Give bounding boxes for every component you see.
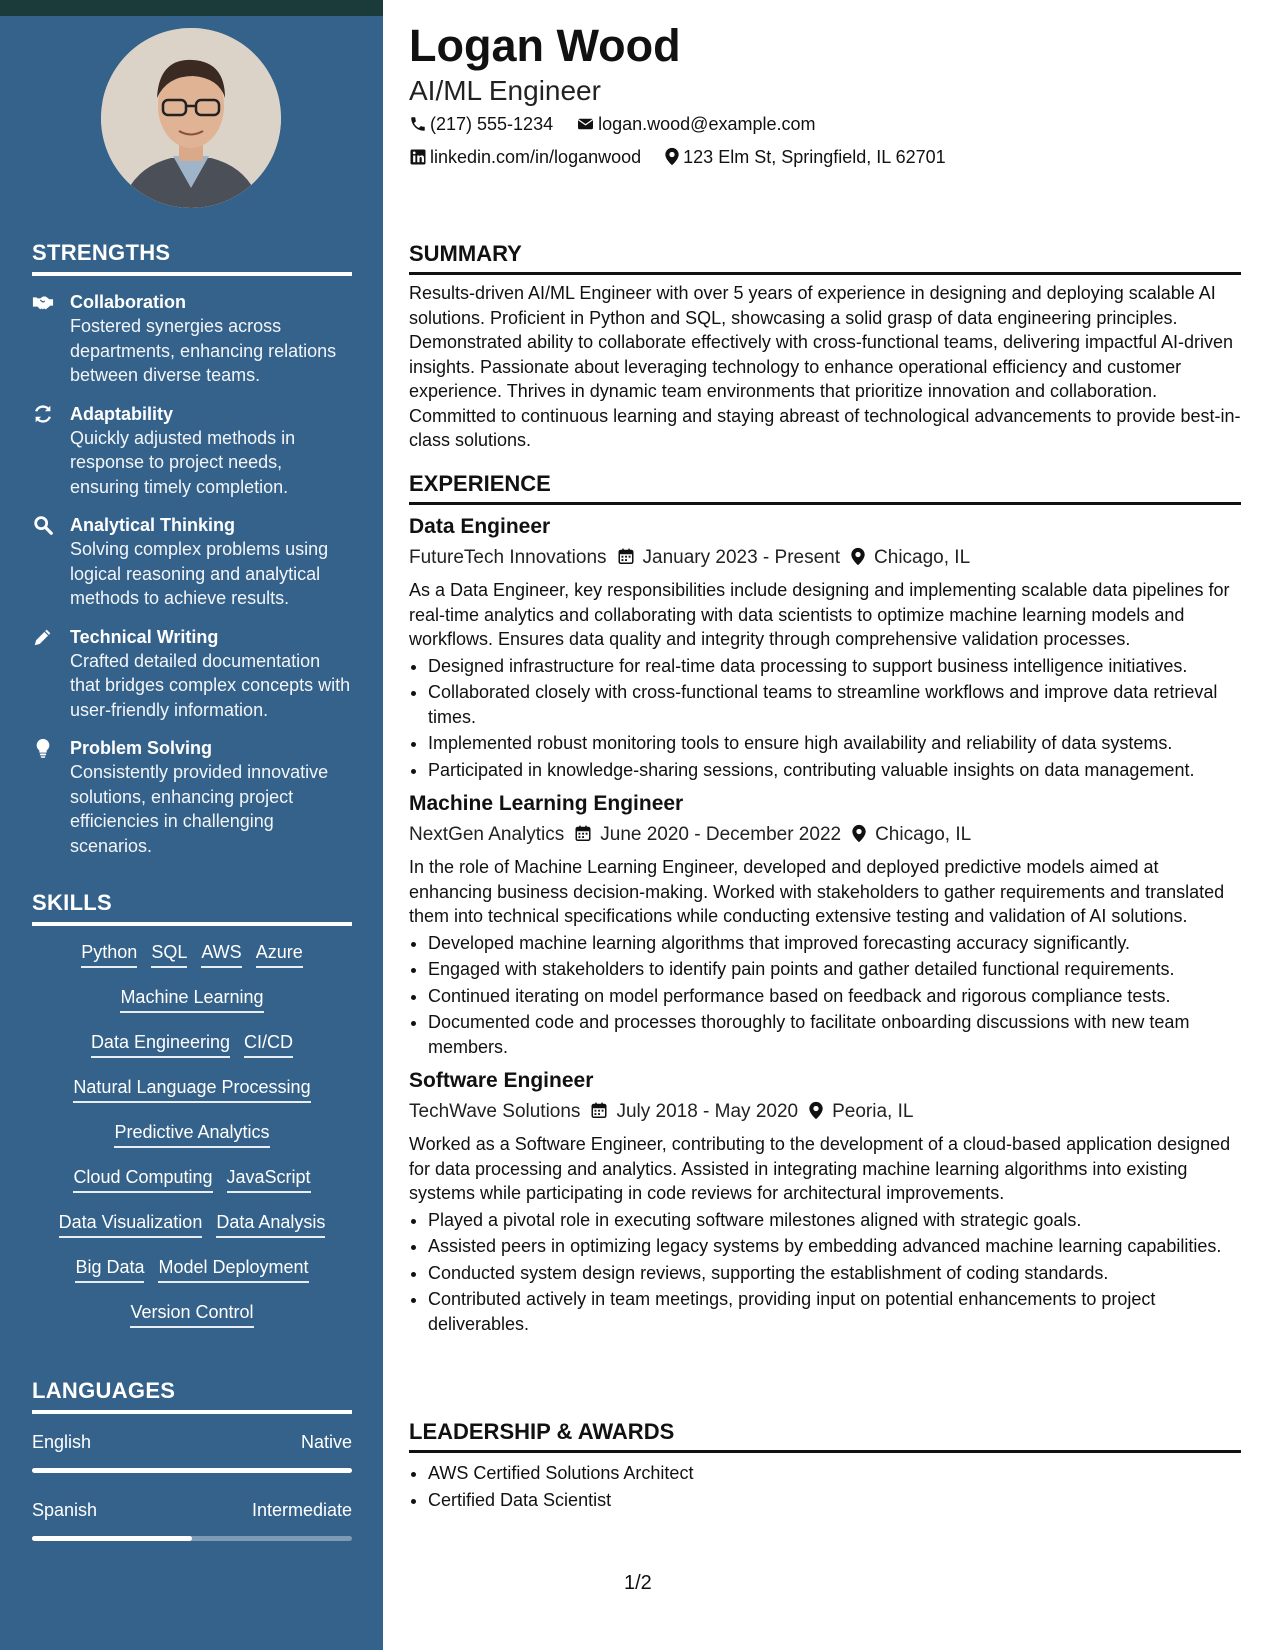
list-item: • Developed machine learning algorithms that improved forecasting accuracy significantly. — [428, 931, 1241, 956]
skill-tag: AWS — [201, 940, 241, 968]
language-name: Spanish — [32, 1500, 98, 1520]
job-dates-wrap — [574, 821, 841, 849]
calendar-icon — [590, 1101, 608, 1120]
sidebar — [0, 16, 383, 1650]
job-description: Worked as a Software Engineer, contributing to the development of a cloud-based application designed for data processing and analytics. Assisted in integrating machine learning algorithms into existing systems while participating in code reviews for architectural improvements. — [409, 1134, 1231, 1203]
job-dates: January 2023 - Present — [642, 547, 841, 568]
job-bullets — [409, 931, 1241, 1060]
languages-heading: LANGUAGES — [32, 1378, 352, 1414]
strength-description: Solving complex problems using logical reasoning and analytical methods to achieve results. — [70, 539, 329, 608]
job-meta — [409, 821, 1241, 849]
contact-row-2 — [409, 145, 964, 169]
job-dates: June 2020 - December 2022 — [600, 824, 842, 845]
job-company: FutureTech Innovations — [409, 547, 607, 568]
job-location-wrap — [808, 1098, 913, 1126]
refresh-icon — [32, 403, 54, 425]
skill-row — [32, 1294, 352, 1339]
job-entry — [409, 513, 1241, 782]
skill-row — [32, 1069, 352, 1114]
avatar — [101, 28, 281, 208]
linkedin-contact[interactable] — [409, 145, 641, 169]
strengths-list — [32, 290, 352, 858]
list-item: • Played a pivotal role in executing software milestones aligned with strategic goals. — [428, 1208, 1241, 1233]
skill-tag: Big Data — [75, 1255, 144, 1283]
skill-row — [32, 934, 352, 979]
skill-tag: Cloud Computing — [73, 1165, 212, 1193]
strengths-heading: STRENGTHS — [32, 240, 352, 276]
job-company: TechWave Solutions — [409, 1101, 581, 1122]
job-location: Chicago, IL — [875, 824, 972, 845]
strengths-section — [32, 240, 352, 858]
strength-description: Crafted detailed documentation that bridges complex concepts with user-friendly information. — [70, 650, 351, 720]
job-company: NextGen Analytics — [409, 824, 565, 845]
phone-contact[interactable] — [409, 112, 553, 136]
skill-tag: Natural Language Processing — [73, 1075, 310, 1103]
list-item: • Participated in knowledge-sharing sessions, contributing valuable insights on data management. — [428, 758, 1241, 783]
proficiency-track — [32, 1468, 352, 1473]
summary-section — [409, 240, 1241, 453]
strength-item — [32, 290, 352, 388]
strength-name: Collaboration — [70, 292, 186, 312]
map-pin-icon — [850, 547, 866, 566]
proficiency-track — [32, 1536, 352, 1541]
list-item: • Engaged with stakeholders to identify pain points and gather detailed functional requirements. — [428, 957, 1241, 982]
award-item: • AWS Certified Solutions Architect — [428, 1461, 1241, 1486]
strength-item — [32, 513, 352, 611]
job-location: Chicago, IL — [874, 547, 971, 568]
top-accent-bar — [0, 0, 383, 16]
map-pin-icon — [808, 1101, 824, 1120]
language-level: Native — [300, 1432, 352, 1452]
skill-row — [32, 1249, 352, 1294]
calendar-icon — [574, 824, 592, 843]
skill-tag: Version Control — [130, 1300, 253, 1328]
skill-tag: Machine Learning — [120, 985, 263, 1013]
awards-heading: LEADERSHIP & AWARDS — [409, 1418, 1241, 1453]
jobs-list — [409, 513, 1241, 1336]
summary-heading: SUMMARY — [409, 240, 1241, 275]
job-location: Peoria, IL — [832, 1101, 914, 1122]
proficiency-fill — [32, 1536, 192, 1541]
skill-tag: Data Analysis — [216, 1210, 325, 1238]
skill-tag: Data Visualization — [59, 1210, 203, 1238]
list-item: • Contributed actively in team meetings, providing input on potential enhancements to project deliverables. — [428, 1287, 1241, 1336]
candidate-name: Logan Wood — [409, 20, 681, 71]
job-location-wrap — [851, 821, 971, 849]
address-text: 123 Elm St, Springfield, IL 62701 — [683, 147, 946, 167]
linkedin-text: linkedin.com/in/loganwood — [430, 147, 642, 167]
list-item: • Implemented robust monitoring tools to ensure high availability and reliability of data systems. — [428, 731, 1241, 756]
job-entry — [409, 790, 1241, 1059]
skill-tag: CI/CD — [244, 1030, 293, 1058]
lightbulb-icon — [32, 737, 54, 759]
language-item — [32, 1500, 352, 1550]
strength-description: Consistently provided innovative solutions, enhancing project efficiencies in challenging scenarios. — [70, 762, 329, 856]
skill-tag: JavaScript — [227, 1165, 311, 1193]
job-entry — [409, 1067, 1241, 1336]
map-pin-icon — [851, 824, 867, 843]
language-name: English — [32, 1432, 92, 1452]
award-item: • Certified Data Scientist — [428, 1488, 1241, 1513]
skills-list — [32, 934, 352, 1339]
strength-name: Analytical Thinking — [70, 515, 236, 535]
job-dates-wrap — [590, 1098, 798, 1126]
envelope-icon — [576, 115, 595, 133]
awards-section — [409, 1418, 1241, 1514]
skill-tag: Data Engineering — [91, 1030, 230, 1058]
profile-photo — [101, 28, 281, 208]
job-bullets — [409, 1208, 1241, 1337]
skills-heading: SKILLS — [32, 890, 352, 926]
skill-row — [32, 1159, 352, 1204]
list-item: • Assisted peers in optimizing legacy systems by embedding advanced machine learning capabilities. — [428, 1234, 1241, 1259]
experience-heading: EXPERIENCE — [409, 470, 1241, 505]
candidate-title: AI/ML Engineer — [409, 75, 601, 106]
job-bullets — [409, 654, 1241, 783]
skill-tag: Predictive Analytics — [114, 1120, 269, 1148]
strength-item — [32, 736, 352, 858]
phone-text: (217) 555-1234 — [430, 114, 554, 134]
language-level: Intermediate — [251, 1500, 352, 1520]
map-pin-icon — [664, 147, 680, 166]
strength-name: Technical Writing — [70, 626, 219, 647]
calendar-icon — [617, 547, 635, 566]
pencil-icon — [32, 626, 54, 648]
job-description: As a Data Engineer, key responsibilities include designing and implementing scalable data pipelines for real-time analytics and collaborating with data scientists to optimize machine learning models and workflows. Ensures data quality and integrity through comprehensive validation processes. — [409, 580, 1230, 649]
skill-row — [32, 1114, 352, 1159]
job-meta — [409, 544, 1241, 572]
skill-row — [32, 1024, 352, 1069]
linkedin-icon — [409, 148, 427, 166]
address-contact — [664, 145, 946, 169]
skill-tag: Azure — [256, 940, 303, 968]
list-item: • Conducted system design reviews, supporting the establishment of coding standards. — [428, 1261, 1241, 1286]
languages-list — [32, 1432, 352, 1550]
handshake-icon — [32, 291, 54, 313]
skill-row — [32, 1204, 352, 1249]
job-role: Data Engineer — [409, 515, 551, 538]
skill-row — [32, 979, 352, 1024]
job-dates: July 2018 - May 2020 — [616, 1101, 799, 1122]
skills-section — [32, 890, 352, 1339]
skill-tag: Python — [81, 940, 137, 968]
skill-tag: SQL — [151, 940, 187, 968]
summary-text: Results-driven AI/ML Engineer with over 5 years of experience in designing and deploying scalable AI solutions. Proficient in Python and SQL, showcasing a solid grasp of data engineering principles. Demonstrated ability to collaborate effectively with cross-functional teams, delivering impactful AI-driven insights. Passionate about leveraging technology to enhance operational efficiency and customer experience. Thrives in dynamic team environments that prioritize innovation and collaboration. Committed to continuous learning and staying abreast of technological advancements to provide best-in-class solutions. — [409, 283, 1241, 450]
page-number: 1/2 — [624, 1572, 652, 1594]
list-item: • Designed infrastructure for real-time data processing to support business intelligence initiatives. — [428, 654, 1241, 679]
job-role: Machine Learning Engineer — [409, 792, 684, 815]
strength-item — [32, 402, 352, 500]
experience-section — [409, 470, 1241, 1338]
job-dates-wrap — [617, 544, 841, 572]
strength-description: Quickly adjusted methods in response to project needs, ensuring timely completion. — [70, 427, 296, 497]
job-role: Software Engineer — [409, 1069, 594, 1092]
phone-icon — [409, 115, 427, 133]
job-location-wrap — [850, 544, 970, 572]
skill-tag: Model Deployment — [158, 1255, 308, 1283]
awards-list — [409, 1461, 1241, 1512]
strength-name: Adaptability — [70, 403, 174, 424]
strength-name: Problem Solving — [70, 738, 213, 758]
email-contact[interactable] — [576, 112, 815, 136]
proficiency-fill — [32, 1468, 352, 1473]
list-item: • Continued iterating on model performance based on feedback and rigorous compliance tests. — [428, 984, 1241, 1009]
strength-description: Fostered synergies across departments, enhancing relations between diverse teams. — [70, 316, 337, 385]
email-text: logan.wood@example.com — [598, 114, 816, 134]
languages-section — [32, 1378, 352, 1550]
contact-row-1 — [409, 112, 834, 136]
job-description: In the role of Machine Learning Engineer, developed and deployed predictive models aimed at enhancing business decision-making. Worked with stakeholders to gather requirements and translated them into technical specifications while conducting extensive testing and validation of AI solutions. — [409, 857, 1225, 926]
list-item: • Documented code and processes thoroughly to facilitate onboarding discussions with new team members. — [428, 1010, 1241, 1059]
strength-item — [32, 625, 352, 723]
list-item: • Collaborated closely with cross-functional teams to streamline workflows and improve data retrieval times. — [428, 680, 1241, 729]
language-item — [32, 1432, 352, 1482]
job-meta — [409, 1098, 1241, 1126]
search-icon — [32, 514, 54, 536]
